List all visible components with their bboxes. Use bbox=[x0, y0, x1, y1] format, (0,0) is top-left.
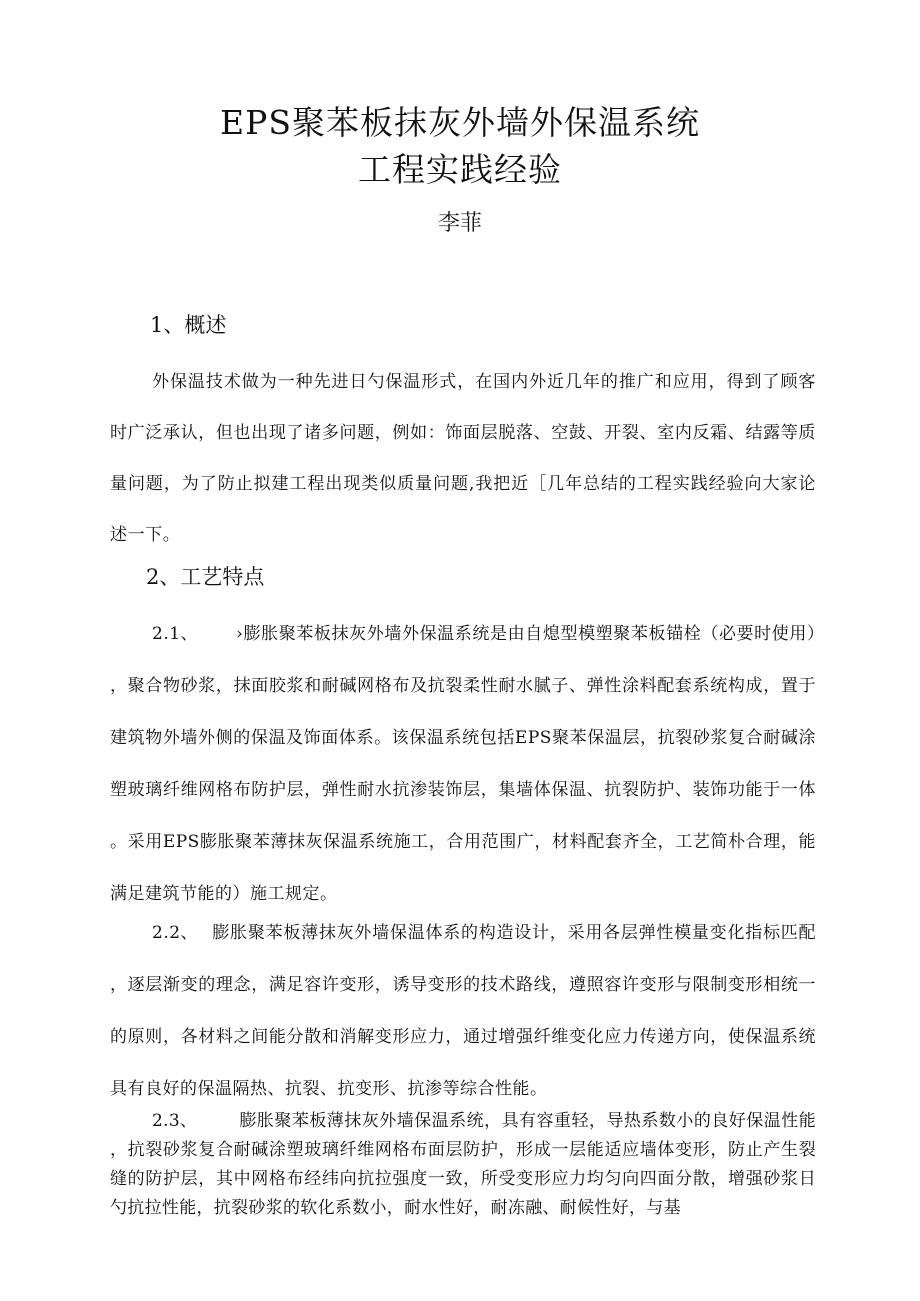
item-marker: › bbox=[236, 624, 244, 644]
section1-separator: 、 bbox=[163, 313, 185, 337]
item-number: 2.3、 bbox=[152, 1111, 198, 1131]
section2-item-3 bbox=[110, 1107, 816, 1223]
item-number: 2.2、 bbox=[152, 923, 199, 943]
item-number: 2.1、 bbox=[152, 624, 199, 644]
item-text: 膨胀聚苯板薄抹灰外墙保温系统，具有容重轻，导热系数小的良好保温性能，抗裂砂浆复合耐碱涂塑玻璃纤维网格布面层防护，形成一层能适应墙体变形，防止产生裂缝的防护层，其中网格布经纬向抗拉强度一致，所受变形应力均匀向四面分散，增强砂浆日勺抗拉性能，抗裂砂浆的软化系数小，耐水性好，耐冻融、耐候性好，与基 bbox=[110, 1111, 816, 1218]
section1-paragraph: 外保温技术做为一种先进日勺保温形式，在国内外近几年的推广和应用，得到了顾客时广泛承认，但也出现了诸多问题，例如：饰面层脱落、空鼓、开裂、室内反霜、结露等质量问题，为了防止拟建工程出现类似质量问题,我把近［几年总结的工程实践经验向大家论述一下。 bbox=[110, 372, 816, 545]
item-text: 膨胀聚苯板薄抹灰外墙保温体系的构造设计，采用各层弹性模量变化指标匹配，逐层渐变的理念，满足容许变形，诱导变形的技术路线，遵照容许变形与限制变形相统一的原则，各材料之间能分散和消解变形应力，通过增强纤维变化应力传递方向，使保温系统具有良好的保温隔热、抗裂、抗变形、抗渗等综合性能。 bbox=[110, 923, 816, 1099]
section2-separator: 、 bbox=[159, 565, 181, 589]
document-title-line1: EPS聚苯板抹灰外墙外保温系统 bbox=[220, 103, 700, 142]
section1-title: 概述 bbox=[184, 313, 227, 337]
item-text: 膨胀聚苯板抹灰外墙外保温系统是由自熄型模塑聚苯板锚栓（必要时使用），聚合物砂浆，抹面胶浆和耐碱网格布及抗裂柔性耐水腻子、弹性涂料配套系统构成，置于建筑物外墙外侧的保温及饰面体系。该保温系统包括EPS聚苯保温层，抗裂砂浆复合耐碱涂塑玻璃纤维网格布防护层，弹性耐水抗渗装饰层，集墙体保温、抗裂防护、装饰功能于一体。采用EPS膨胀聚苯薄抹灰保温系统施工，合用范围广，材料配套齐全，工艺简朴合理，能满足建筑节能的）施工规定。 bbox=[110, 624, 816, 904]
section2-title: 工艺特点 bbox=[180, 565, 265, 589]
section2-item-2 bbox=[110, 907, 816, 1115]
section1-heading bbox=[150, 310, 226, 340]
author-name: 李菲 bbox=[437, 211, 482, 236]
section2-heading bbox=[146, 562, 264, 592]
section2-item-1 bbox=[110, 608, 816, 920]
document-title-line2: 工程实践经验 bbox=[358, 150, 562, 189]
section2-number: 2 bbox=[146, 565, 160, 589]
section1-number: 1 bbox=[150, 313, 164, 337]
